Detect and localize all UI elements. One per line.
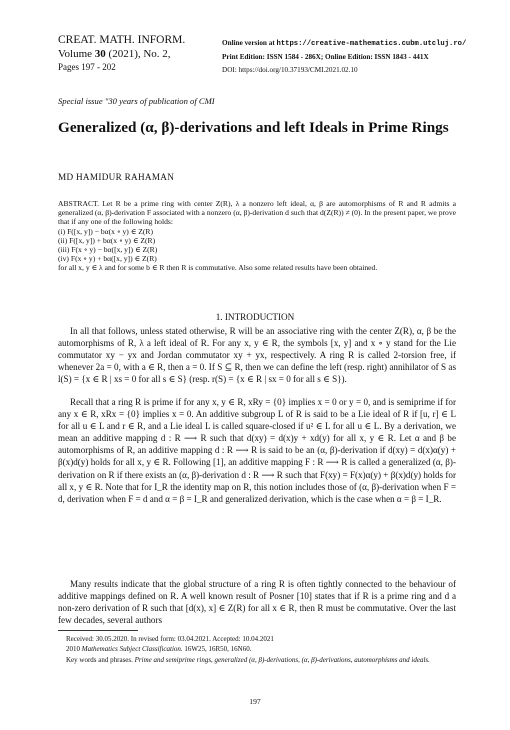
pages: Pages 197 - 202 (58, 62, 116, 72)
journal-header (58, 34, 185, 75)
abstract-item: (iv) F(x ∘ y) + bα([x, y]) ∈ Z(R) (58, 254, 157, 264)
paper-title: Generalized (α, β)-derivations and left Ideals in Prime Rings (58, 119, 449, 136)
abstract-item: (i) F([x, y]) − bα(x ∘ y) ∈ Z(R) (58, 226, 153, 236)
volume-prefix: Volume (58, 47, 95, 60)
abstract (58, 199, 456, 273)
msc-year: 2010 (66, 645, 82, 654)
publication-info (222, 37, 466, 78)
issn-text: Print Edition: ISSN 1584 - 286X; Online Edition: ISSN 1843 - 441X (222, 53, 429, 62)
paragraph (58, 396, 456, 505)
paragraph-text: Many results indicate that the global structure of a ring R is often tightly connected to the behaviour of additive mappings defined on R. A well known result of Posner [10] states that if R is a prime ring and d a non-zero derivation of R such that [d(x), x] ∈ Z(R) for all x ∈ R, then R must be commutative. Over the last few decades, several authors (58, 579, 456, 626)
footnote-rule (58, 630, 138, 631)
msc-classification (58, 644, 456, 654)
volume-suffix: (2021), No. 2, (105, 47, 171, 60)
abstract-closing: for all x, y ∈ λ and for some b ∈ R then R is commutative. Also some related results have been obtained. (58, 263, 378, 273)
abstract-item: (iii) F(x ∘ y) − bα([x, y]) ∈ Z(R) (58, 245, 158, 255)
author: MD HAMIDUR RAHAMAN (58, 172, 175, 182)
issn (222, 51, 466, 64)
online-version (222, 37, 466, 51)
volume-number: 30 (94, 47, 106, 60)
page-number: 197 (249, 697, 261, 706)
paragraph (58, 325, 456, 385)
section-title: 1. INTRODUCTION (215, 312, 295, 322)
keywords-text: Prime and semiprime rings, generalized (α, β)-derivations, (α, β)-derivations, automorphisms and ideals. (132, 655, 430, 664)
abstract-label: ABSTRACT. (58, 199, 99, 208)
keywords (58, 655, 456, 665)
received-dates: Received: 30.05.2020. In revised form: 03.04.2021. Accepted: 10.04.2021 (66, 635, 274, 643)
keywords-label: Key words and phrases. (66, 655, 133, 664)
paragraph-text: Recall that a ring R is prime if for any x, y ∈ R, xRy = {0} implies x = 0 or y = 0, and is semiprime if for any x ∈ R, xRx = {0} implies x = 0. An additive subgroup L of R is said to be a Lie ideal of R if [u, r] ∈ L for all u ∈ L and r ∈ R, and a Lie ideal L is called square-closed if u² ∈ L for all u ∈ L. By a derivation, we mean an additive mapping d : R ⟶ R such that d(xy) = d(x)y + xd(y) for all x, y ∈ R. Let α and β be automorphisms of R, an additive mapping d : R ⟶ R is said to be an (α, β)-derivation if d(xy) = d(x)α(y) + β(x)d(y) holds for all x, y ∈ R. Following [1], an additive mapping F : R ⟶ R is called a generalized (α, β)-derivation on R if there exists an (α, β)-derivation d : R ⟶ R such that F(xy) = F(x)α(y) + β(x)d(y) holds for all x, y ∈ R. Note that for I_R the identity map on R, this notion includes those of (α, β)-derivation when F = d, derivation when F = d and α = β = I_R and generalized derivation, which is the case when α = β = I_R. (58, 397, 456, 504)
volume-line (58, 48, 185, 62)
special-issue: Special issue "30 years of publication of CMI (58, 96, 215, 106)
paragraph (58, 578, 456, 626)
footnotes (58, 634, 456, 665)
abstract-item: (ii) F([x, y]) + bα(x ∘ y) ∈ Z(R) (58, 235, 156, 245)
journal-name: CREAT. MATH. INFORM. (58, 34, 186, 46)
doi[interactable]: DOI: https://doi.org/10.37193/CMI.2021.02.10 (222, 66, 358, 75)
abstract-text: Let R be a prime ring with center Z(R), λ a nonzero left ideal, α, β are automorphisms of R and R admits a generalized (α, β)-derivation F associated with a nonzero (α, β)-derivation d such that d(Z(R)) ≠ (0). In the present paper, we prove that if any one of the following holds: (58, 199, 456, 227)
online-url[interactable]: https://creative-mathematics.cubm.utcluj.ro/ (276, 40, 467, 48)
msc-label: Mathematics Subject Classification. (81, 645, 183, 654)
online-label: Online version at (222, 39, 277, 47)
msc-codes: 16W25, 16R50, 16N60. (182, 645, 252, 654)
paragraph-text: In all that follows, unless stated otherwise, R will be an associative ring with the center Z(R), α, β be the automorphisms of R, λ a left ideal of R. For any x, y ∈ R, the symbols [x, y] and x ∘ y stand for the Lie commutator xy − yx and Jordan commutator xy + yx, respectively. A ring R is called 2-torsion free, if whenever 2a = 0, with a ∈ R, then a = 0. If S ⊆ R, then we can define the left (resp. right) annihilator of S as l(S) = {x ∈ R | xs = 0 for all s ∈ S} (resp. r(S) = {x ∈ R | sx = 0 for all s ∈ S}). (58, 326, 456, 385)
